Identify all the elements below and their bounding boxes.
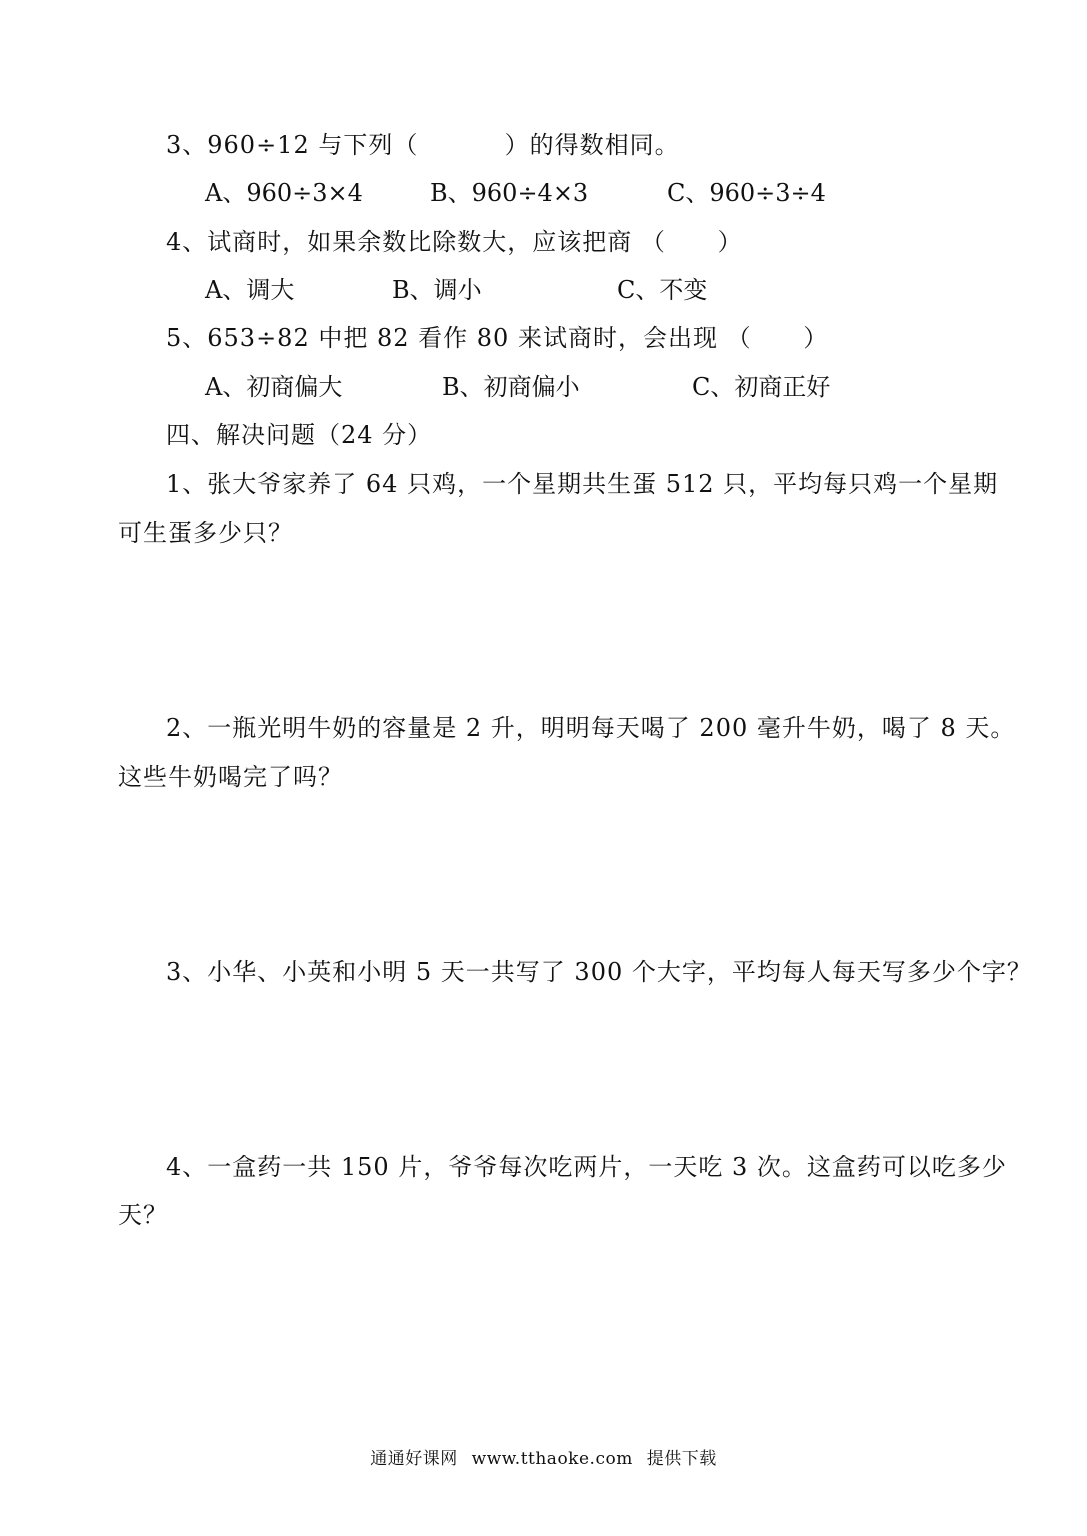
- question-4-option-c: C、不变: [617, 276, 708, 304]
- question-5-option-c: C、初商正好: [692, 373, 831, 401]
- question-4-option-a: A、调大: [205, 276, 295, 304]
- problem-1-line2: 可生蛋多少只？: [118, 519, 293, 547]
- problem-2-line1: 2、一瓶光明牛奶的容量是 2 升，明明每天喝了 200 毫升牛奶，喝了 8 天。: [166, 714, 1016, 742]
- question-5-option-a: A、初商偏大: [205, 373, 343, 401]
- question-4-stem: 4、试商时，如果余数比除数大，应该把商 （ ）: [166, 228, 743, 256]
- footer-url[interactable]: www.tthaoke.com: [471, 1449, 633, 1469]
- problem-2-line2: 这些牛奶喝完了吗？: [118, 763, 343, 791]
- question-3-stem: 3、960÷12 与下列（ ）的得数相同。: [166, 131, 680, 159]
- question-3-option-b: B、960÷4×3: [430, 179, 589, 207]
- page-footer: [0, 1444, 1087, 1469]
- problem-3-line1: 3、小华、小英和小明 5 天一共写了 300 个大字，平均每人每天写多少个字？: [166, 958, 1032, 986]
- question-3-option-c: C、960÷3÷4: [667, 179, 826, 207]
- problem-4-line2: 天？: [118, 1201, 168, 1229]
- section-4-title: 四、解决问题（24 分）: [166, 421, 433, 449]
- question-5-option-b: B、初商偏小: [442, 373, 580, 401]
- question-3-option-a: A、960÷3×4: [205, 179, 363, 207]
- footer-suffix: 提供下载: [646, 1449, 717, 1469]
- problem-1-line1: 1、张大爷家养了 64 只鸡，一个星期共生蛋 512 只，平均每只鸡一个星期: [166, 470, 999, 498]
- question-5-stem: 5、653÷82 中把 82 看作 80 来试商时，会出现 （ ）: [166, 324, 829, 352]
- question-4-option-b: B、调小: [392, 276, 482, 304]
- problem-4-line1: 4、一盒药一共 150 片，爷爷每次吃两片，一天吃 3 次。这盒药可以吃多少: [166, 1153, 1007, 1181]
- footer-site-name: 通通好课网: [370, 1449, 458, 1469]
